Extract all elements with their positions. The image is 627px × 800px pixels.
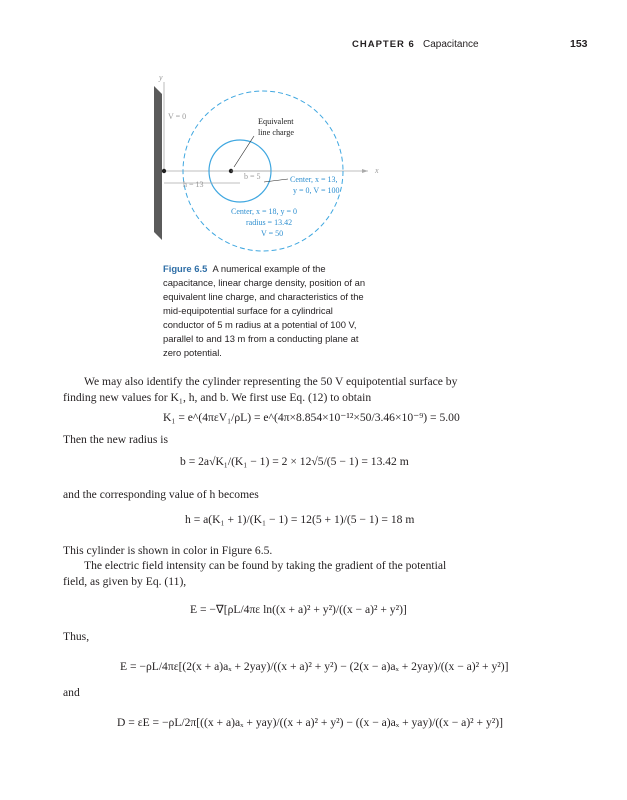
chapter-title: Capacitance — [423, 39, 479, 50]
figure-6-5-diagram — [140, 72, 400, 257]
center2-line2: radius = 13.42 — [246, 218, 293, 227]
figure-caption-label: Figure 6.5 — [163, 263, 208, 274]
and-text: and — [63, 686, 80, 699]
center1-leader-line — [264, 179, 288, 182]
paragraph-2-line-2: field, as given by Eq. (11), — [63, 575, 187, 588]
caption-line: conductor of 5 m radius at a potential of 100 V, — [163, 319, 357, 330]
equation-b: b = 2a√K₁/(K₁ − 1) = 2 × 12√5/(5 − 1) = 13.42 m — [180, 455, 409, 468]
center2-line3: V = 50 — [261, 229, 284, 238]
shown-in-color-text: This cylinder is shown in color in Figure 6.5. — [63, 544, 273, 557]
x-axis-label: x — [375, 166, 379, 175]
and-h-text: and the corresponding value of h becomes — [63, 488, 259, 501]
conducting-plane — [154, 86, 162, 240]
caption-line: zero potential. — [163, 347, 222, 358]
equiv-label-2: line charge — [258, 128, 294, 137]
equiv-label-1: Equivalent — [258, 117, 294, 126]
figure-caption — [163, 262, 368, 360]
center2-line1: Center, x = 18, y = 0 — [231, 207, 298, 216]
thus-text: Thus, — [63, 630, 90, 643]
y-axis-label: y — [159, 73, 163, 82]
caption-line: capacitance, linear charge density, position of an — [163, 277, 366, 288]
caption-line: parallel to and 13 m from a conducting plane at — [163, 333, 359, 344]
then-radius-text: Then the new radius is — [63, 433, 168, 446]
paragraph-1-line-2: finding new values for K₁, h, and b. We first use Eq. (12) to obtain — [63, 391, 372, 404]
h-label: h = 13 — [183, 180, 204, 189]
paragraph-1-line-1: We may also identify the cylinder representing the 50 V equipotential surface by — [84, 375, 458, 388]
paragraph-2-line-1: The electric field intensity can be found by taking the gradient of the potential — [84, 559, 447, 572]
x-axis-arrow — [362, 169, 368, 173]
origin-dot — [162, 169, 166, 173]
page-number: 153 — [570, 38, 588, 50]
equation-e-gradient: E = −∇[ρL/4πε ln((x + a)² + y²)/((x − a)² + y²)] — [190, 603, 407, 616]
caption-line: equivalent line charge, and characteristics of the — [163, 291, 364, 302]
caption-line: A numerical example of the — [212, 263, 326, 274]
equation-d: D = εE = −ρL/2π[((x + a)aₓ + yay)/((x + a)² + y²) − ((x − a)aₓ + yay)/((x − a)² + y²)] — [117, 716, 503, 729]
caption-line: mid-equipotential surface for a cylindrical — [163, 305, 333, 316]
v0-label: V = 0 — [168, 112, 187, 121]
equation-k1: K₁ = e^(4πεV₁/ρL) = e^(4π×8.854×10⁻¹²×50/3.46×10⁻⁹) = 5.00 — [163, 411, 460, 424]
b-label: b = 5 — [244, 172, 261, 181]
equation-e: E = −ρL/4πε[(2(x + a)aₓ + 2yay)/((x + a)² + y²) − (2(x − a)aₓ + 2yay)/((x − a)² + y²)] — [120, 660, 509, 673]
chapter-label: CHAPTER 6 — [352, 39, 415, 50]
center1-line1: Center, x = 13, — [290, 175, 338, 184]
equation-h: h = a(K₁ + 1)/(K₁ − 1) = 12(5 + 1)/(5 − 1) = 18 m — [185, 513, 415, 526]
center1-line2: y = 0, V = 100 — [293, 186, 340, 195]
